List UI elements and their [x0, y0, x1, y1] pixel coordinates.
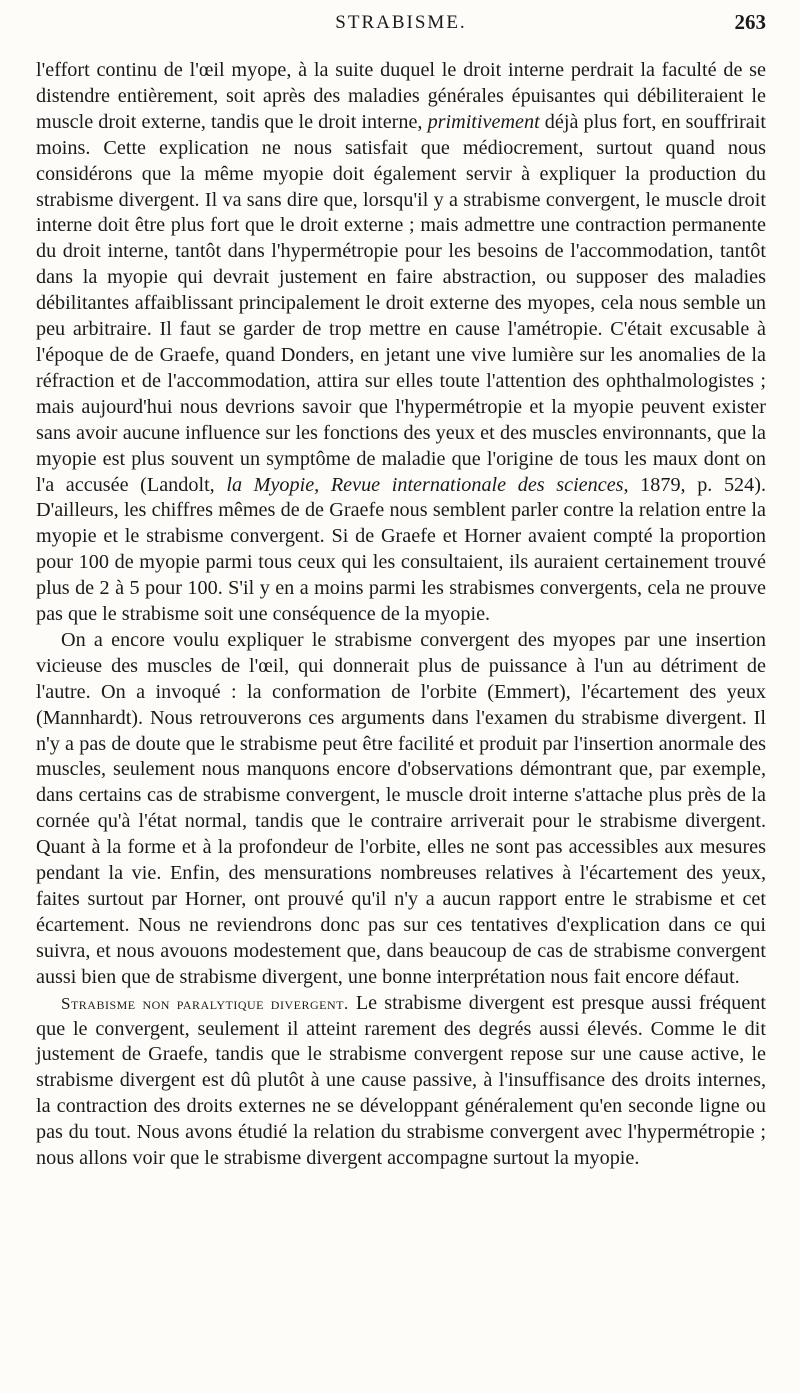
running-head: STRABISME. [335, 12, 467, 33]
citation-title: la Myopie, Revue internationale des sciences [226, 473, 624, 496]
page-header [36, 4, 766, 44]
paragraph-1-part-1: l'effort continu de l'œil myope, à la suite duquel le droit interne perdrait la faculté de se distendre entièrement, soit après des maladies générales épuisantes qui débiliteraient le muscle droit externe, tandis que le droit interne, [36, 59, 766, 133]
paragraph-1-part-3: , 1879, p. 524). D'ailleurs, les chiffres mêmes de de Graefe nous semblent parler contre la relation entre la myopie et le strabisme convergent. Si de Graefe et Horner avaient compté la proportion pour 100 de myopie parmi tous ceux qui les consultaient, ils auraient certainement trouvé plus de 2 à 5 pour 100. S'il y en a moins parmi les strabismes convergents, cela ne prouve pas que le strabisme soit une conséquence de la myopie. [36, 473, 766, 626]
paragraph-3-text: Le strabisme divergent est presque aussi fréquent que le convergent, seulement il atteint rarement des degrés aussi élevés. Comme le dit justement de Graefe, tandis que le strabisme convergent repose sur une cause active, le strabisme divergent est dû plutôt à une cause passive, à l'insuffisance des droits internes, la contraction des droits externes ne se développant généralement qu'en seconde ligne ou pas du tout. Nous avons étudié la relation du strabisme convergent avec l'hypermétropie ; nous allons voir que le strabisme divergent accompagne surtout la myopie. [36, 991, 766, 1170]
paragraph-1-italic-1: primitivement [427, 110, 540, 133]
paragraph-3 [36, 991, 766, 1172]
body-text [36, 58, 766, 1172]
paragraph-1 [36, 58, 766, 628]
paragraph-2: On a encore voulu expliquer le strabisme convergent des myopes par une insertion vicieuse des muscles de l'œil, qui donnerait plus de puissance à l'un au détriment de l'autre. On a invoqué : la conformation de l'orbite (Emmert), l'écartement des yeux (Mannhardt). Nous retrouverons ces arguments dans l'examen du strabisme divergent. Il n'y a pas de doute que le strabisme peut être facilité et produit par l'insertion anormale des muscles, seulement nous manquons encore d'observations démontrant que, par exemple, dans certains cas de strabisme convergent, le muscle droit interne s'attache plus près de la cornée qu'à l'état normal, tandis que le contraire arriverait pour le strabisme divergent. Quant à la forme et à la profondeur de l'orbite, elles ne sont pas accessibles aux mesures pendant la vie. Enfin, des mensurations nombreuses relatives à l'écartement des yeux, faites surtout par Horner, ont prouvé qu'il n'y a aucun rapport entre le strabisme et cet écartement. Nous ne reviendrons donc pas sur ces tentatives d'explication dans ce qui suivra, et nous avouons modestement que, dans beaucoup de cas de strabisme convergent aussi bien que de strabisme divergent, une bonne interprétation nous fait encore défaut. [36, 628, 766, 988]
paragraph-1-part-2: déjà plus fort, en souffrirait moins. Cette explication ne nous satisfait que médiocrement, surtout quand nous considérons que la même myopie doit également servir à expliquer la production du strabisme divergent. Il va sans dire que, lorsqu'il y a strabisme convergent, le muscle droit interne doit être plus fort que le droit externe ; mais admettre une contraction permanente du droit interne, tantôt dans l'hypermétropie pour les besoins de l'accommodation, tantôt dans la myopie qui devrait justement en faire abstraction, ou supposer des maladies débilitantes affaiblissant principalement le droit externe des myopes, cela nous semble un peu arbitraire. Il faut se garder de trop mettre en cause l'amétropie. C'était excusable à l'époque de de Graefe, quand Donders, en jetant une vive lumière sur les anomalies de la réfraction et de l'accommodation, attira sur elles toute l'attention des ophthalmologistes ; mais aujourd'hui nous devrions savoir que l'hypermétropie et la myopie peuvent exister sans avoir aucune influence sur les fonctions des yeux et des muscles environnants, que la myopie est plus souvent un symptôme de maladie que l'origine de tous les maux dont on l'a accusée (Landolt, [36, 110, 766, 496]
page-number: 263 [734, 10, 766, 34]
section-heading: Strabisme non paralytique divergent. [61, 993, 349, 1013]
